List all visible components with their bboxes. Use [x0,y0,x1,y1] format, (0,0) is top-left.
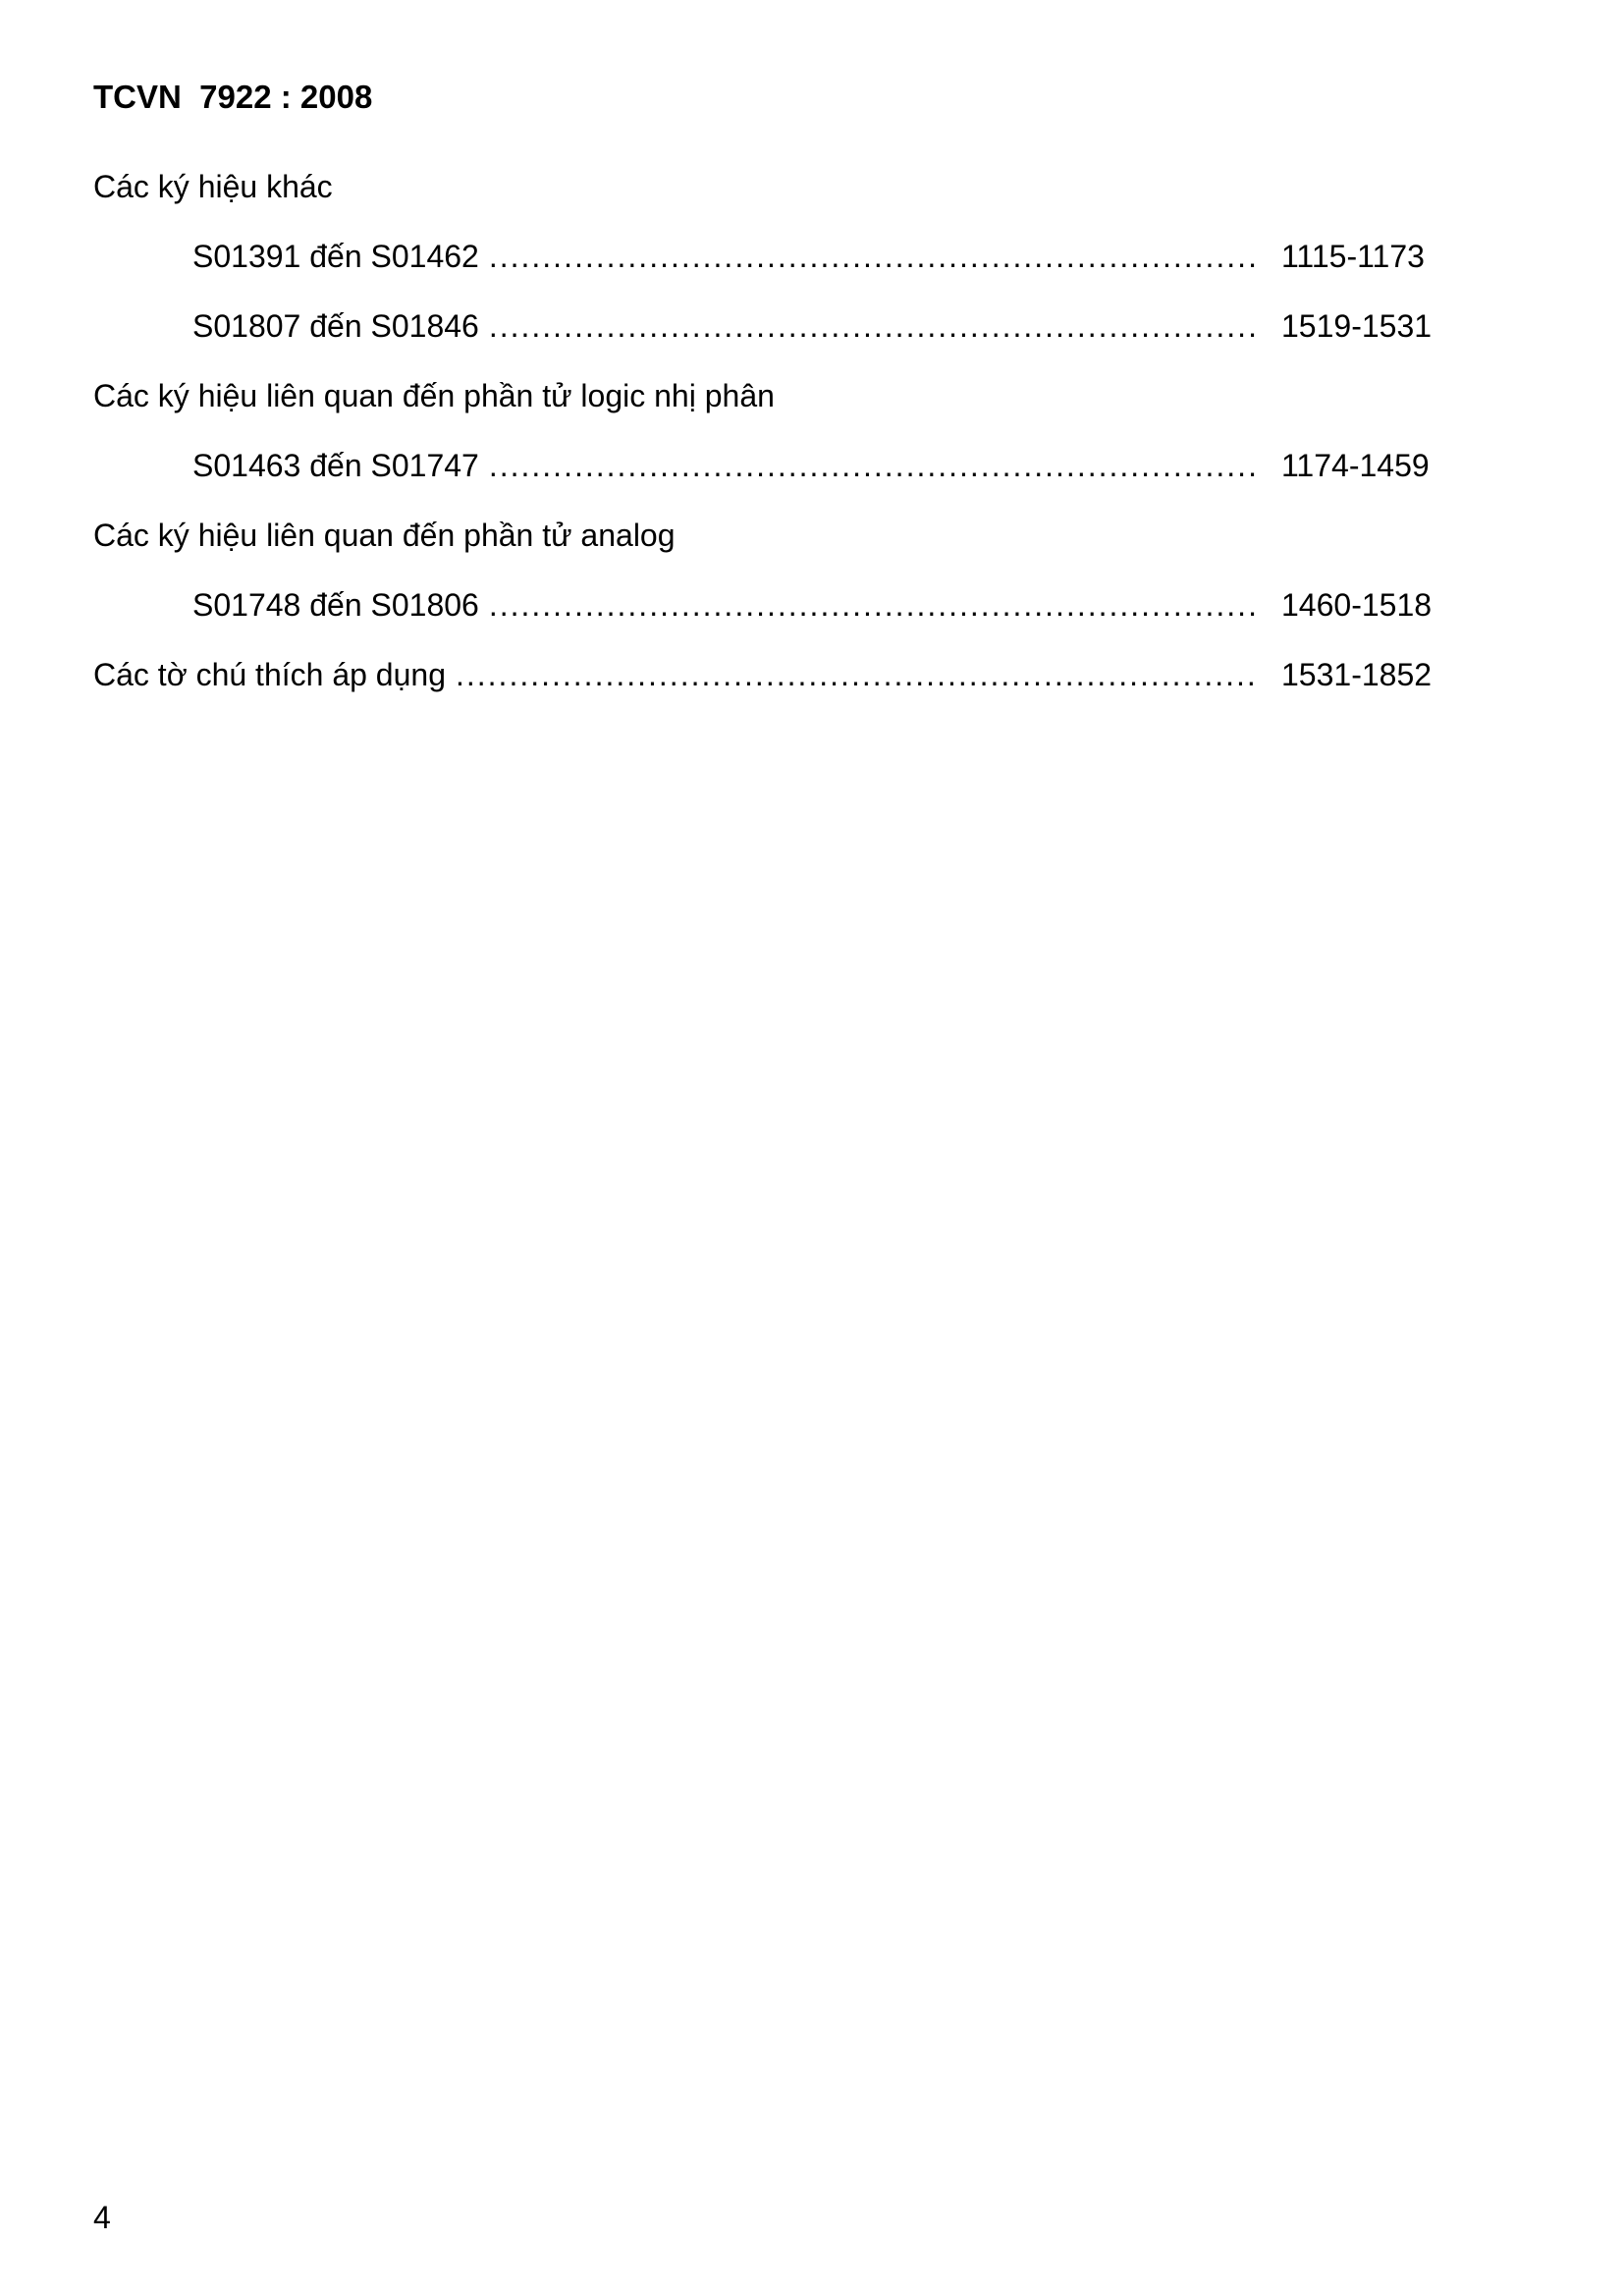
toc-entry-pages: 1531-1852 [1281,657,1433,692]
toc-section-heading: Các ký hiệu liên quan đến phần tử analog [93,518,676,553]
toc-final-entry [93,655,1433,725]
toc-entry-label: S01748 đến S01806 [192,587,479,623]
toc-section-heading: Các ký hiệu liên quan đến phần tử logic nhị phân [93,378,775,413]
toc-entry-pages: 1519-1531 [1281,308,1433,344]
toc-entry-pages: 1174-1459 [1281,448,1430,483]
toc-entry-label: S01807 đến S01846 [192,308,479,344]
toc-leader-dots [489,585,1260,625]
toc-leader-dots [456,655,1260,694]
toc-entry-pages: 1115-1173 [1281,239,1425,274]
page-number: 4 [93,2200,111,2235]
table-of-contents [93,167,1433,725]
toc-leader-dots [489,306,1260,346]
toc-entry-label: S01391 đến S01462 [192,239,479,274]
toc-leader-dots [489,237,1260,276]
toc-leader-dots [489,446,1260,485]
toc-entry-label: Các tờ chú thích áp dụng [93,657,446,692]
toc-entry [93,446,1430,516]
toc-section-heading: Các ký hiệu khác [93,169,333,204]
toc-entry-pages: 1460-1518 [1281,587,1433,623]
toc-entry [93,237,1424,306]
toc-entry-label: S01463 đến S01747 [192,448,479,483]
toc-entry [93,585,1433,655]
toc-entry [93,306,1433,376]
document-header: TCVN 7922 : 2008 [93,79,373,115]
